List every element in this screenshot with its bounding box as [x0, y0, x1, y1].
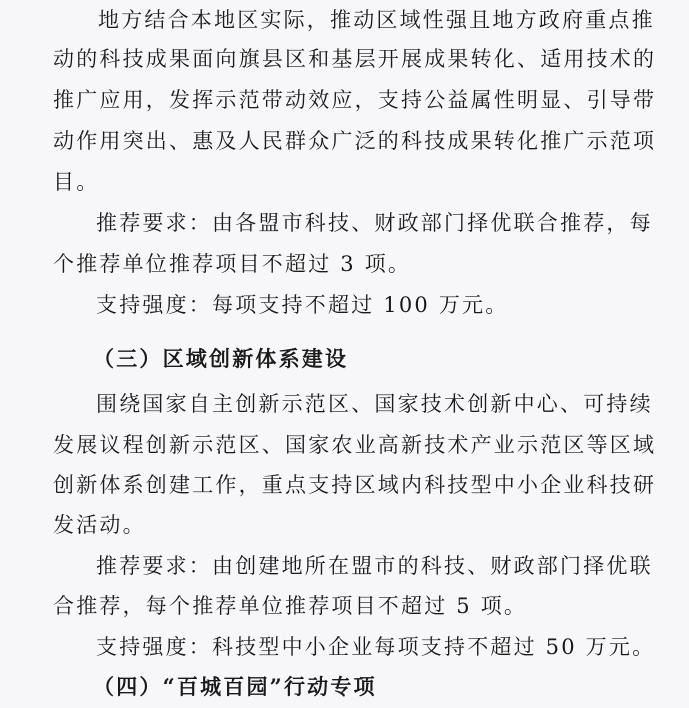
recommend-requirement-line: 推荐要求：由各盟市科技、财政部门择优联合推荐，每	[96, 211, 653, 235]
paragraph-line: 动作用突出、惠及人民群众广泛的科技成果转化推广示范项	[53, 129, 657, 153]
support-strength-line: 支持强度：每项支持不超过 100 万元。	[96, 293, 509, 317]
paragraph-line: 围绕国家自主创新示范区、国家技术创新中心、可持续	[96, 392, 653, 416]
paragraph-line: 创新体系创建工作，重点支持区域内科技型中小企业科技研	[53, 473, 657, 497]
paragraph-line: 推广应用，发挥示范带动效应，支持公益属性明显、引导带	[53, 88, 657, 112]
section-heading-4: （四）“百城百园”行动专项	[93, 674, 377, 699]
paragraph-line: 目。	[53, 170, 100, 194]
paragraph-line: 发展议程创新示范区、国家农业高新技术产业示范区等区域	[53, 433, 657, 457]
recommend-requirement-line: 推荐要求：由创建地所在盟市的科技、财政部门择优联	[96, 554, 653, 578]
paragraph-line: 个推荐单位推荐项目不超过 3 项。	[53, 252, 412, 276]
support-strength-line: 支持强度：科技型中小企业每项支持不超过 50 万元。	[96, 635, 656, 659]
paragraph-line: 合推荐，每个推荐单位推荐项目不超过 5 项。	[53, 594, 528, 618]
paragraph-line: 地方结合本地区实际，推动区域性强且地方政府重点推	[98, 8, 655, 32]
paragraph-line: 发活动。	[53, 513, 146, 537]
paragraph-line: 动的科技成果面向旗县区和基层开展成果转化、适用技术的	[53, 47, 657, 71]
section-heading-3: （三）区域创新体系建设	[93, 346, 349, 371]
